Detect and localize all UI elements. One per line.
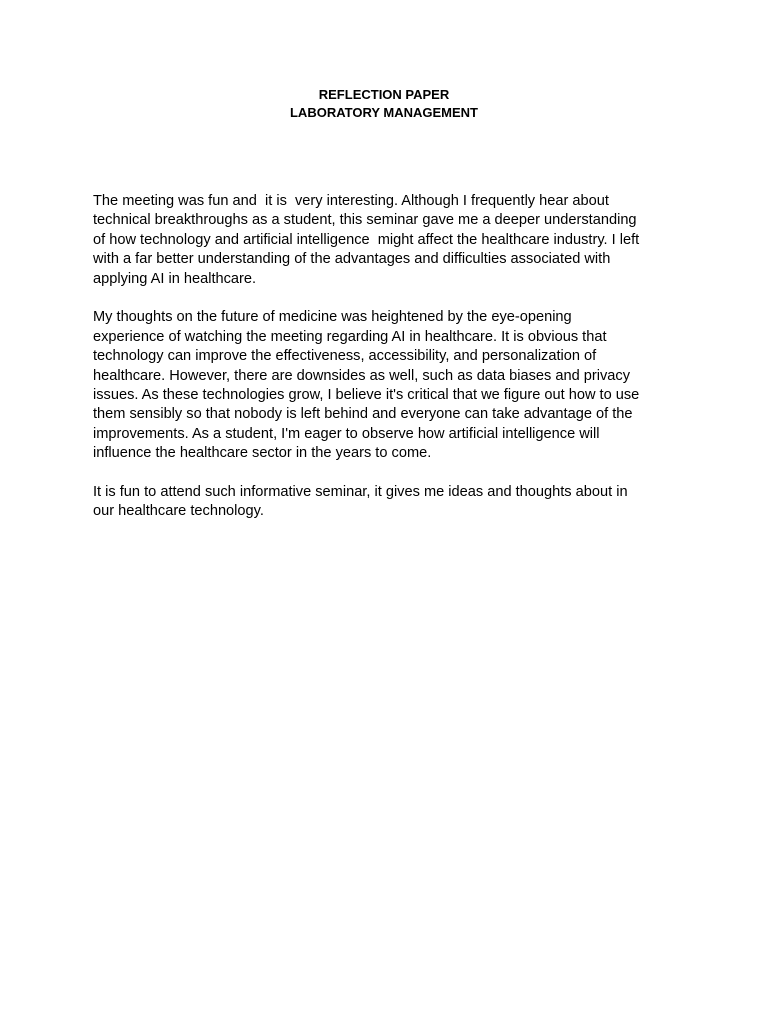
paragraph-2 [93,308,683,463]
document-title [0,86,768,122]
title-line-1: REFLECTION PAPER [318,87,450,102]
paragraph-line: experience of watching the meeting regarding AI in healthcare. It is obvious that [93,328,607,345]
paragraph-line: our healthcare technology. [93,503,264,520]
paragraph-line: of how technology and artificial intelligence might affect the healthcare industry. I left [93,231,640,248]
paragraph-line: technology can improve the effectiveness, accessibility, and personalization of [93,348,597,365]
document-body [93,192,683,541]
paragraph-line: healthcare. However, there are downsides as well, such as data biases and privacy [93,367,631,384]
paragraph-line: applying AI in healthcare. [93,270,257,287]
paragraph-line: influence the healthcare sector in the years to come. [93,445,432,462]
paragraph-line: The meeting was fun and it is very interesting. Although I frequently hear about [93,193,609,209]
paragraph-line: with a far better understanding of the advantages and difficulties associated with [93,251,611,268]
title-line-2: LABORATORY MANAGEMENT [289,105,479,120]
paragraph-line: issues. As these technologies grow, I believe it's critical that we figure out how to use [93,387,640,404]
paragraph-1 [93,192,683,289]
paragraph-line: technical breakthroughs as a student, this seminar gave me a deeper understanding [93,212,637,229]
paragraph-line: improvements. As a student, I'm eager to observe how artificial intelligence will [93,425,600,442]
paragraph-line: My thoughts on the future of medicine was heightened by the eye-opening [93,309,572,326]
paragraph-line: them sensibly so that nobody is left behind and everyone can take advantage of the [93,406,633,423]
paragraph-line: It is fun to attend such informative seminar, it gives me ideas and thoughts about in [93,484,628,501]
paragraph-3 [93,483,683,522]
